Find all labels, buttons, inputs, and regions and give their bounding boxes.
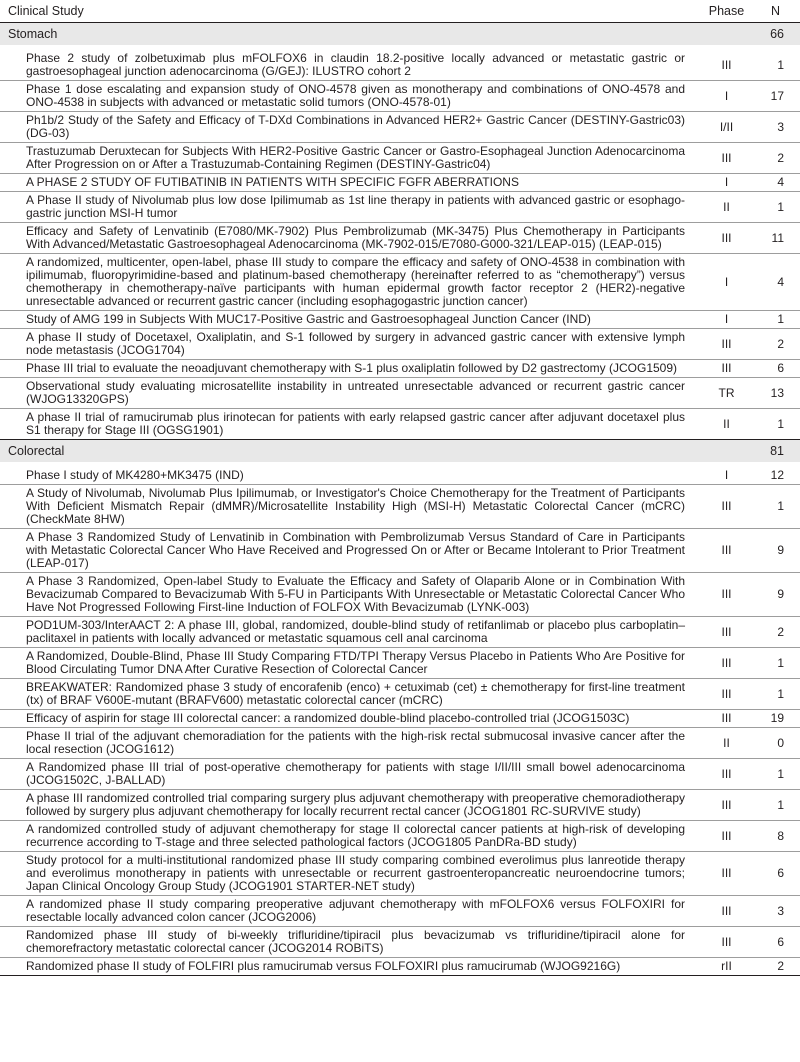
table-row [0,958,800,976]
table-row [0,192,800,223]
table-row [0,617,800,648]
table-row [0,329,800,360]
table-row [0,81,800,112]
table-row [0,927,800,958]
table-row [0,485,800,529]
study-title-cell: A Phase 3 Randomized, Open-label Study to Evaluate the Efficacy and Safety of Olaparib Alone or in Combination With Bevacizumab Compared to Bevacizumab With 5-FU in Participants With Unresectable or Metastatic Colorectal Cancer Who Have Not Progressed Following First-line Induction of FOLFOX With Bevacizumab (LYNK-003) [0,573,699,617]
table-row [0,143,800,174]
table-row [0,254,800,311]
phase-cell: III [699,485,754,529]
phase-cell: TR [699,378,754,409]
n-cell: 8 [754,821,800,852]
n-cell: 13 [754,378,800,409]
n-cell: 2 [754,329,800,360]
study-title-cell: Phase I study of MK4280+MK3475 (IND) [0,467,699,485]
study-title-cell: Study protocol for a multi-institutional randomized phase III study comparing combined everolimus plus lanreotide therapy and everolimus monotherapy in patients with unresectable or recurrent gastroenteropancreatic neuroendocrine tumors; Japan Clinical Oncology Group Study (JCOG1901 STARTER-NET study) [0,852,699,896]
study-title-cell: A phase III randomized controlled trial comparing surgery plus adjuvant chemotherapy with preoperative chemoradiotherapy followed by surgery plus adjuvant chemotherapy for locally recurrent rectal cancer (JCOG1801 RC-SURVIVE study) [0,790,699,821]
group-header-row [0,440,800,463]
study-title-cell: Ph1b/2 Study of the Safety and Efficacy of T-DXd Combinations in Advanced HER2+ Gastric Cancer (DESTINY-Gastric03) (DG-03) [0,112,699,143]
study-title-cell: A randomized controlled study of adjuvant chemotherapy for stage II colorectal cancer patients at high-risk of developing recurrence according to T-stage and three selected pathological factors (JCOG1805 PanDRa-BD study) [0,821,699,852]
n-cell: 1 [754,192,800,223]
phase-cell: III [699,790,754,821]
phase-cell: II [699,409,754,440]
table-row [0,710,800,728]
study-title-cell: Phase 1 dose escalating and expansion study of ONO-4578 given as monotherapy and combinations of ONO-4578 and ONO-4538 in subjects with advanced or metastatic solid tumors (ONO-4578-01) [0,81,699,112]
column-header-phase: Phase [699,0,754,23]
n-cell: 6 [754,852,800,896]
n-cell: 0 [754,728,800,759]
study-title-cell: A PHASE 2 STUDY OF FUTIBATINIB IN PATIENTS WITH SPECIFIC FGFR ABERRATIONS [0,174,699,192]
study-title-cell: Randomized phase II study of FOLFIRI plus ramucirumab versus FOLFOXIRI plus ramucirumab (WJOG9216G) [0,958,699,976]
n-cell: 1 [754,409,800,440]
phase-cell: III [699,223,754,254]
phase-cell: III [699,852,754,896]
n-cell: 12 [754,467,800,485]
n-cell: 1 [754,311,800,329]
table-row [0,852,800,896]
phase-cell: III [699,679,754,710]
phase-cell: III [699,573,754,617]
n-cell: 3 [754,112,800,143]
study-title-cell: Efficacy and Safety of Lenvatinib (E7080/MK-7902) Plus Pembrolizumab (MK-3475) Plus Chemotherapy in Participants With Advanced/Metastatic Gastroesophageal Adenocarcinoma (MK-7902-015/E7080-G000-321/LEAP-015) (LEAP-015) [0,223,699,254]
phase-cell: I [699,311,754,329]
table-row [0,759,800,790]
study-title-cell: Efficacy of aspirin for stage III colorectal cancer: a randomized double-blind placebo-controlled trial (JCOG1503C) [0,710,699,728]
n-cell: 11 [754,223,800,254]
n-cell: 9 [754,529,800,573]
phase-cell: I [699,254,754,311]
table-row [0,573,800,617]
n-cell: 2 [754,958,800,976]
n-cell: 1 [754,790,800,821]
study-title-cell: Study of AMG 199 in Subjects With MUC17-Positive Gastric and Gastroesophageal Junction Cancer (IND) [0,311,699,329]
table-row [0,728,800,759]
phase-cell: I [699,81,754,112]
group-total: 81 [754,440,800,463]
n-cell: 1 [754,679,800,710]
n-cell: 4 [754,174,800,192]
phase-cell: III [699,821,754,852]
table-row [0,223,800,254]
group-header-row [0,23,800,46]
study-title-cell: Observational study evaluating microsatellite instability in untreated unresectable advanced or recurrent gastric cancer (WJOG13320GPS) [0,378,699,409]
table-row [0,409,800,440]
table-row [0,50,800,81]
n-cell: 3 [754,896,800,927]
n-cell: 1 [754,50,800,81]
n-cell: 19 [754,710,800,728]
table-body [0,23,800,976]
group-name: Stomach [0,23,754,46]
study-title-cell: A Randomized phase III trial of post-operative chemotherapy for patients with stage I/II/III small bowel adenocarcinoma (JCOG1502C, J-BALLAD) [0,759,699,790]
phase-cell: III [699,927,754,958]
table-row [0,529,800,573]
column-header-study: Clinical Study [0,0,699,23]
phase-cell: III [699,648,754,679]
phase-cell: III [699,329,754,360]
study-title-cell: A Phase II study of Nivolumab plus low dose Ipilimumab as 1st line therapy in patients with advanced gastric or esophago-gastric junction MSI-H tumor [0,192,699,223]
n-cell: 6 [754,927,800,958]
n-cell: 6 [754,360,800,378]
study-title-cell: A phase II trial of ramucirumab plus irinotecan for patients with early relapsed gastric cancer after adjuvant docetaxel plus S1 therapy for Stage III (OGSG1901) [0,409,699,440]
study-title-cell: Phase 2 study of zolbetuximab plus mFOLFOX6 in claudin 18.2-positive locally advanced or metastatic gastric or gastroesophageal junction adenocarcinoma (G/GEJ): ILUSTRO cohort 2 [0,50,699,81]
table-row [0,174,800,192]
phase-cell: III [699,710,754,728]
study-title-cell: A randomized phase II study comparing preoperative adjuvant chemotherapy with mFOLFOX6 versus FOLFOXIRI for resectable locally advanced colon cancer (JCOG2006) [0,896,699,927]
n-cell: 9 [754,573,800,617]
table-row [0,360,800,378]
table-header [0,0,800,23]
column-header-n: N [754,0,800,23]
table-row [0,112,800,143]
n-cell: 17 [754,81,800,112]
phase-cell: II [699,192,754,223]
n-cell: 1 [754,759,800,790]
group-name: Colorectal [0,440,754,463]
n-cell: 2 [754,617,800,648]
study-title-cell: Phase III trial to evaluate the neoadjuvant chemotherapy with S-1 plus oxaliplatin followed by D2 gastrectomy (JCOG1509) [0,360,699,378]
phase-cell: I [699,467,754,485]
study-title-cell: A phase II study of Docetaxel, Oxaliplatin, and S-1 followed by surgery in advanced gastric cancer with extensive lymph node metastasis (JCOG1704) [0,329,699,360]
phase-cell: III [699,759,754,790]
phase-cell: I/II [699,112,754,143]
phase-cell: III [699,529,754,573]
phase-cell: rII [699,958,754,976]
study-title-cell: A randomized, multicenter, open-label, phase III study to compare the efficacy and safety of ONO-4538 in combination with ipilimumab, fluoropyrimidine-based and platinum-based chemotherapy (hereinafter referred to as “chemotherapy”) versus chemotherapy in chemotherapy-naïve participants with human epidermal growth factor receptor 2 (HER2)-negative unresectable advanced or recurrent gastric cancer (including esophagogastric junction cancer) [0,254,699,311]
table-row [0,896,800,927]
table-row [0,679,800,710]
phase-cell: III [699,143,754,174]
group-total: 66 [754,23,800,46]
table-row [0,467,800,485]
study-title-cell: A Randomized, Double-Blind, Phase III Study Comparing FTD/TPI Therapy Versus Placebo in Patients Who Are Positive for Blood Circulating Tumor DNA After Curative Resection of Colorectal Cancer [0,648,699,679]
study-title-cell: BREAKWATER: Randomized phase 3 study of encorafenib (enco) + cetuximab (cet) ± chemotherapy for first-line treatment (tx) of BRAF V600E-mutant (BRAFV600) metastatic colorectal cancer (mCRC) [0,679,699,710]
table-row [0,821,800,852]
n-cell: 2 [754,143,800,174]
phase-cell: III [699,360,754,378]
study-title-cell: Randomized phase III study of bi-weekly trifluridine/tipiracil plus bevacizumab vs trifluridine/tipiracil alone for chemorefractory metastatic colorectal cancer (JCOG2014 ROBiTS) [0,927,699,958]
table-row [0,790,800,821]
phase-cell: II [699,728,754,759]
table-row [0,648,800,679]
phase-cell: III [699,617,754,648]
study-title-cell: Phase II trial of the adjuvant chemoradiation for the patients with the high-risk rectal submucosal invasive cancer after the local resection (JCOG1612) [0,728,699,759]
table-row [0,378,800,409]
phase-cell: III [699,896,754,927]
n-cell: 1 [754,648,800,679]
table-row [0,311,800,329]
n-cell: 4 [754,254,800,311]
phase-cell: III [699,50,754,81]
phase-cell: I [699,174,754,192]
n-cell: 1 [754,485,800,529]
study-title-cell: POD1UM-303/InterAACT 2: A phase III, global, randomized, double-blind study of retifanlimab or placebo plus carboplatin–paclitaxel in patients with locally advanced or metastatic squamous cell anal carcinoma [0,617,699,648]
study-title-cell: Trastuzumab Deruxtecan for Subjects With HER2-Positive Gastric Cancer or Gastro-Esophageal Junction Adenocarcinoma After Progression on or After a Trastuzumab-Containing Regimen (DESTINY-Gastric04) [0,143,699,174]
study-title-cell: A Study of Nivolumab, Nivolumab Plus Ipilimumab, or Investigator's Choice Chemotherapy for the Treatment of Participants With Deficient Mismatch Repair (dMMR)/Microsatellite Instability High (MSI-H) Metastatic Colorectal Cancer (mCRC) (CheckMate 8HW) [0,485,699,529]
study-title-cell: A Phase 3 Randomized Study of Lenvatinib in Combination with Pembrolizumab Versus Standard of Care in Participants with Metastatic Colorectal Cancer Who Have Received and Progressed On or After or Became Intolerant to Prior Treatment (LEAP-017) [0,529,699,573]
